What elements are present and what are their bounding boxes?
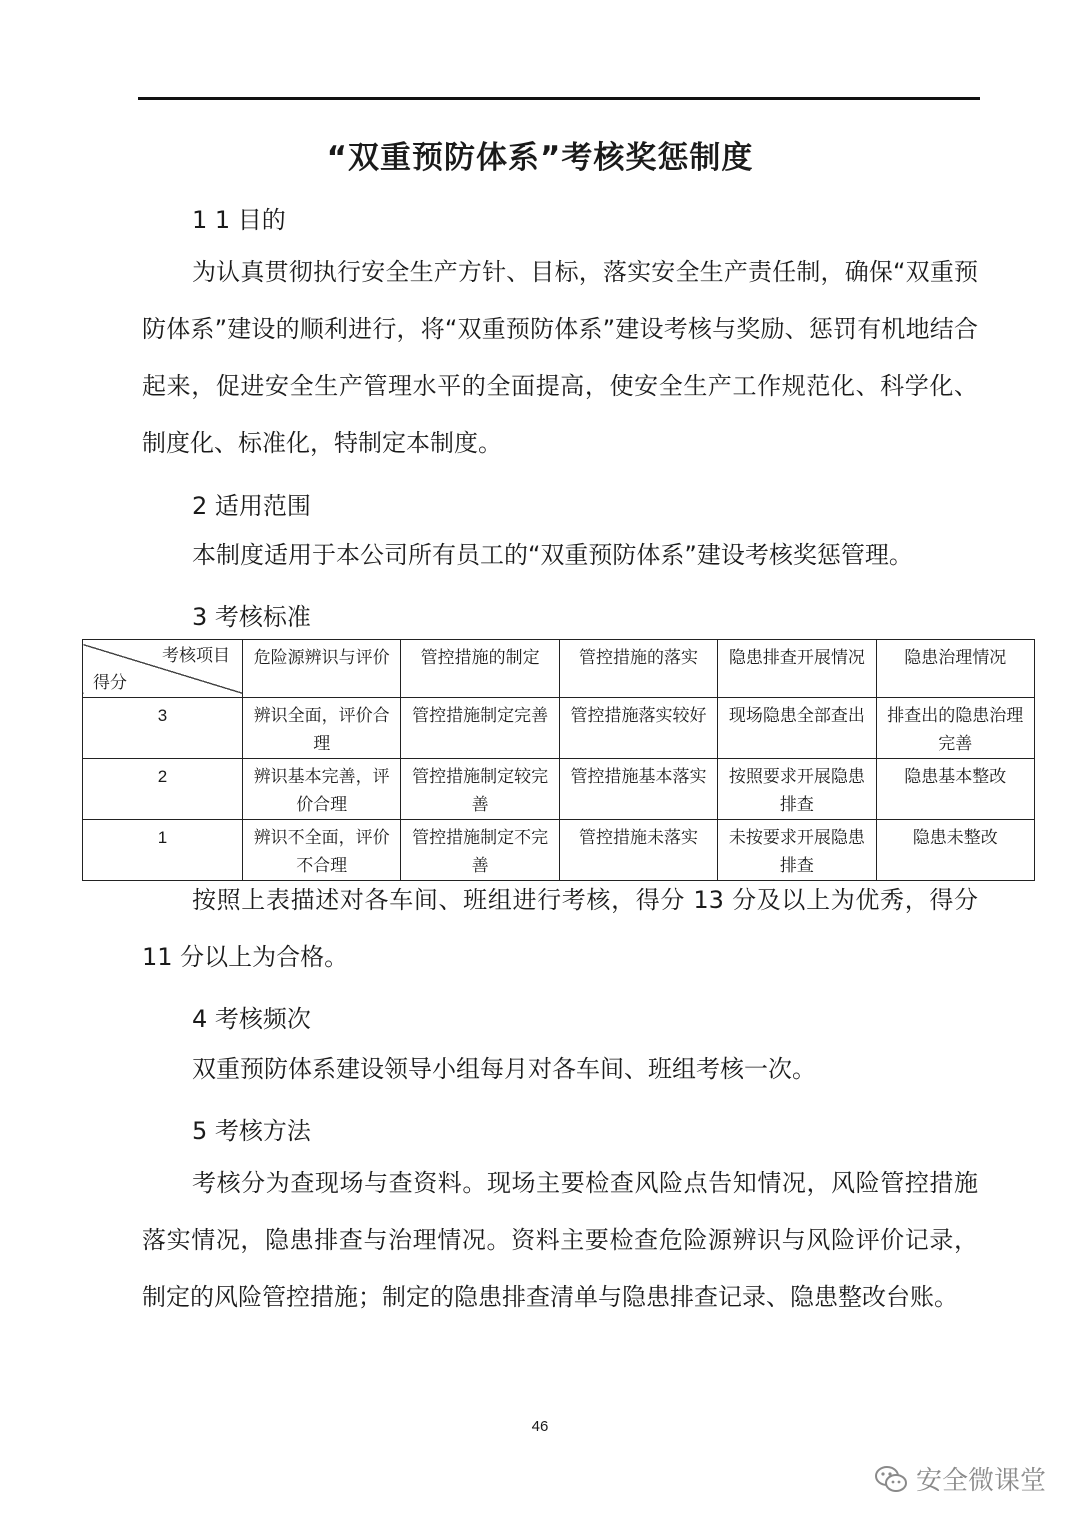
- header-rule: [138, 97, 980, 100]
- table-cell: 辨识基本完善，评价合理: [243, 759, 401, 820]
- section-1-body: 为认真贯彻执行安全生产方针、目标，落实安全生产责任制，确保“双重预防体系”建设的顺利进行，将“双重预防体系”建设考核与奖励、惩罚有机地结合起来，促进安全生产管理水平的全面提高，使安全生产工作规范化、科学化、制度化、标准化，特制定本制度。: [142, 258, 978, 457]
- table-row: [83, 698, 1035, 759]
- table-cell: 隐患未整改: [876, 820, 1034, 881]
- section-3-heading: 3 考核标准: [192, 603, 311, 631]
- corner-label-score: 得分: [93, 673, 127, 693]
- page-number: 46: [531, 1418, 549, 1435]
- column-header: 管控措施的落实: [559, 640, 717, 698]
- assessment-table: [82, 639, 1035, 881]
- score-cell: 3: [83, 698, 243, 759]
- table-cell: 辨识不全面，评价不合理: [243, 820, 401, 881]
- corner-label-item: 考核项目: [162, 646, 230, 666]
- score-cell: 1: [83, 820, 243, 881]
- column-header: 危险源辨识与评价: [243, 640, 401, 698]
- column-header: 管控措施的制定: [401, 640, 559, 698]
- table-cell: 管控措施基本落实: [559, 759, 717, 820]
- table-cell: 辨识全面，评价合理: [243, 698, 401, 759]
- table-cell: 未按要求开展隐患排查: [718, 820, 876, 881]
- section-2-body: 本制度适用于本公司所有员工的“双重预防体系”建设考核奖惩管理。: [192, 541, 913, 569]
- table-cell: 排查出的隐患治理完善: [876, 698, 1034, 759]
- section-4-body: 双重预防体系建设领导小组每月对各车间、班组考核一次。: [192, 1055, 816, 1083]
- table-header-row: [83, 640, 1035, 698]
- section-5-heading: 5 考核方法: [192, 1117, 311, 1145]
- table-row: [83, 759, 1035, 820]
- section-3-summary: 按照上表描述对各车间、班组进行考核，得分 13 分及以上为优秀，得分 11 分以上为合格。: [142, 886, 978, 971]
- section-1-heading: 1 1 目的: [192, 206, 286, 234]
- table-cell: 现场隐患全部查出: [718, 698, 876, 759]
- table-cell: 按照要求开展隐患排查: [718, 759, 876, 820]
- table-cell: 管控措施未落实: [559, 820, 717, 881]
- document-title: “双重预防体系”考核奖惩制度: [326, 140, 754, 176]
- column-header: 隐患治理情况: [876, 640, 1034, 698]
- wechat-icon: [874, 1464, 908, 1494]
- section-5-body: 考核分为查现场与查资料。现场主要检查风险点告知情况，风险管控措施落实情况，隐患排查与治理情况。资料主要检查危险源辨识与风险评价记录，制定的风险管控措施；制定的隐患排查清单与隐患排查记录、隐患整改台账。: [142, 1169, 978, 1311]
- table-cell: 管控措施制定完善: [401, 698, 559, 759]
- section-2-heading: 2 适用范围: [192, 492, 311, 520]
- watermark: [874, 1460, 1046, 1497]
- table-cell: 管控措施制定较完善: [401, 759, 559, 820]
- watermark-text: 安全微课堂: [915, 1466, 1046, 1496]
- table-cell: 管控措施制定不完善: [401, 820, 559, 881]
- table-cell: 隐患基本整改: [876, 759, 1034, 820]
- table-cell: 管控措施落实较好: [559, 698, 717, 759]
- score-cell: 2: [83, 759, 243, 820]
- column-header: 隐患排查开展情况: [718, 640, 876, 698]
- table-corner-cell: [83, 640, 243, 698]
- section-4-heading: 4 考核频次: [192, 1005, 311, 1033]
